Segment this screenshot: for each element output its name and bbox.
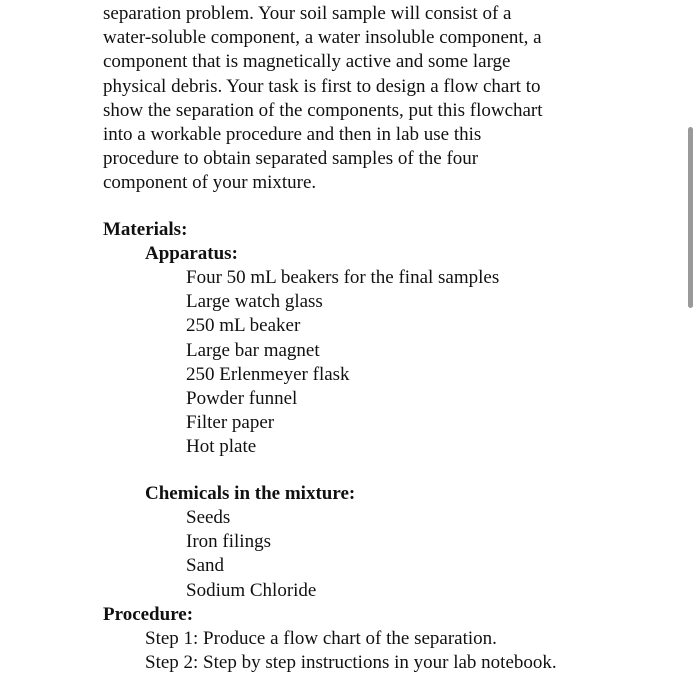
apparatus-item: Four 50 mL beakers for the final samples <box>186 267 500 288</box>
vertical-scrollbar[interactable] <box>688 127 693 308</box>
apparatus-list <box>186 266 499 460</box>
chemical-item: Sand <box>186 555 224 577</box>
apparatus-item: Filter paper <box>186 412 275 434</box>
apparatus-heading: Apparatus: <box>145 243 238 264</box>
intro-line: physical debris. Your task is first to design a flow chart to <box>103 75 541 97</box>
procedure-step: Step 1: Produce a flow chart of the separation. <box>145 628 497 649</box>
procedure-heading: Procedure: <box>103 604 194 625</box>
materials-heading: Materials: <box>103 219 188 240</box>
chemical-item: Seeds <box>186 507 231 528</box>
chemical-item: Iron filings <box>186 531 271 553</box>
apparatus-item: 250 mL beaker <box>186 315 301 337</box>
apparatus-item: Large watch glass <box>186 291 323 313</box>
chemical-item: Sodium Chloride <box>186 579 317 601</box>
intro-paragraph <box>103 2 603 196</box>
apparatus-item: Hot plate <box>186 436 257 458</box>
intro-line: separation problem. Your soil sample will consist of a <box>103 3 512 24</box>
apparatus-item: Powder funnel <box>186 387 298 409</box>
procedure-step: Step 2: Step by step instructions in your lab notebook. <box>145 652 557 674</box>
procedure-steps <box>145 627 557 675</box>
intro-line: into a workable procedure and then in lab use this <box>103 124 482 146</box>
chemicals-list <box>186 506 316 603</box>
intro-line: procedure to obtain separated samples of the four <box>103 148 479 170</box>
intro-line: component of your mixture. <box>103 172 317 194</box>
apparatus-item: Large bar magnet <box>186 339 320 361</box>
chemicals-heading: Chemicals in the mixture: <box>145 483 356 504</box>
intro-line: show the separation of the components, put this flowchart <box>103 99 543 121</box>
intro-line: water-soluble component, a water insoluble component, a <box>103 27 542 49</box>
intro-line: component that is magnetically active and some large <box>103 51 511 73</box>
apparatus-item: 250 Erlenmeyer flask <box>186 363 350 385</box>
